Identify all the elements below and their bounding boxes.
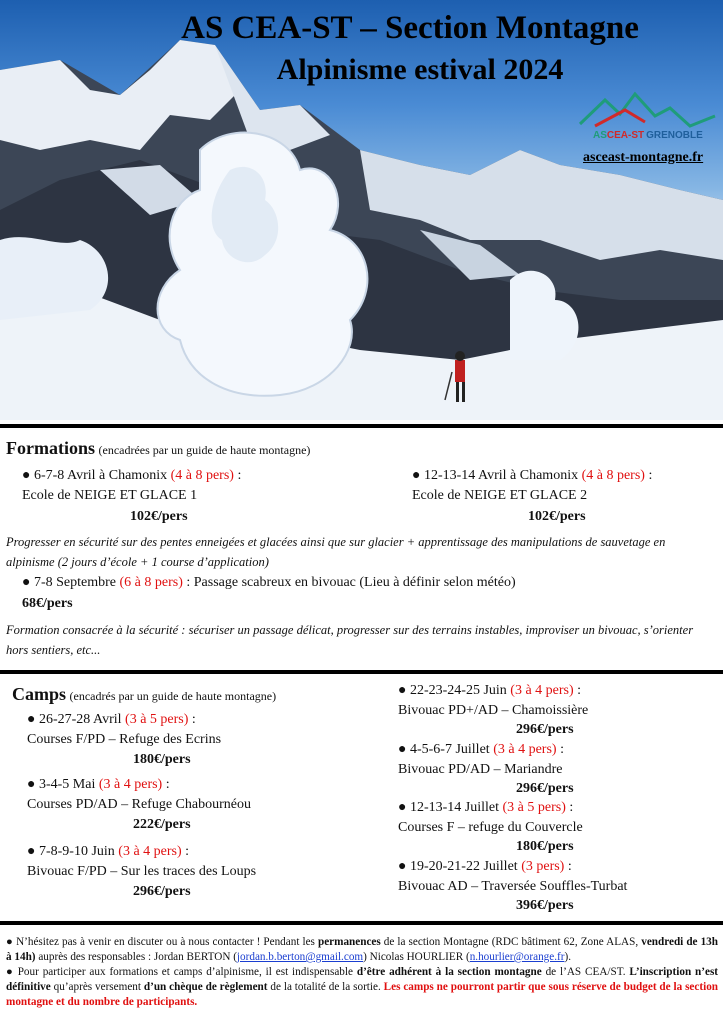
camp-price-1: 180€/pers — [133, 752, 191, 767]
formation-note-1: Progresser en sécurité sur des pentes enneigées et glacées ainsi que sur glacier + apprentissage des manipulations de sauvetage en alpinisme (2 jours d’école + 1 course d’application) — [6, 535, 666, 569]
camp-item-1: ● 26-27-28 Avril (3 à 5 pers) : Courses F/PD – Refuge des Ecrins — [27, 712, 222, 747]
formations-heading: Formations (encadrées par un guide de haute montagne) — [6, 438, 311, 458]
section-divider — [0, 921, 723, 925]
page-subtitle: Alpinisme estival 2024 — [276, 53, 564, 86]
club-logo — [575, 86, 720, 144]
camp-price-7: 396€/pers — [516, 898, 574, 913]
camp-price-5: 296€/pers — [516, 781, 574, 796]
footer-paragraph-contact: ● N’hésitez pas à venir en discuter ou à nous contacter ! Pendant les permanences de la section Montagne (RDC bâtiment 62, Zone ALAS, vendredi de 13h à 14h) auprès des responsables : Jordan BERTON (jordan.b.berton@gmail.com) Nicolas HOURLIER (n.hourlier@orange.fr). — [6, 936, 718, 963]
logo-text-ceast: CEA-ST — [606, 130, 645, 141]
page-title: AS CEA-ST – Section Montagne — [181, 10, 639, 46]
camp-price-3: 296€/pers — [133, 884, 191, 899]
camp-item-7: ● 19-20-21-22 Juillet (3 pers) : Bivouac AD – Traversée Souffles-Turbat — [398, 859, 628, 894]
logo-text-grenoble: GRENOBLE — [646, 130, 703, 141]
svg-text:ASCEA-STGRENOBLE — [593, 130, 703, 141]
formation-price-2: 102€/pers — [528, 509, 586, 524]
formation-note-2: Formation consacrée à la sécurité : sécuriser un passage délicat, progresser sur des terrains instables, improviser un bivouac, s’orienter hors sentiers, etc... — [6, 623, 694, 657]
footer-paragraph-inscription: ● Pour participer aux formations et camps d’alpinisme, il est indispensable d’être adhérent à la section montagne de l’AS CEA/ST. L’inscription n’est définitive qu’après versement d’un chèque de règlement de la totalité de la sortie. Les camps ne pourront partir que sous réserve de budget de la section montagne et du nombre de participants. — [6, 966, 719, 1008]
camp-price-4: 296€/pers — [516, 722, 574, 737]
formation-price-1: 102€/pers — [130, 509, 188, 524]
camp-item-5: ● 4-5-6-7 Juillet (3 à 4 pers) : Bivouac PD/AD – Mariandre — [398, 742, 564, 777]
camp-item-2: ● 3-4-5 Mai (3 à 4 pers) : Courses PD/AD – Refuge Chabournéou — [27, 777, 251, 812]
formation-item-3: ● 7-8 Septembre (6 à 8 pers) : Passage scabreux en bivouac (Lieu à définir selon météo) — [22, 575, 516, 590]
camp-item-3: ● 7-8-9-10 Juin (3 à 4 pers) : Bivouac F/PD – Sur les traces des Loups — [27, 844, 257, 879]
email-link-berton[interactable]: jordan.b.berton@gmail.com — [236, 951, 364, 963]
formation-item-2: ● 12-13-14 Avril à Chamonix (4 à 8 pers) : Ecole de NEIGE ET GLACE 2 — [412, 468, 653, 503]
email-link-hourlier[interactable]: n.hourlier@orange.fr — [469, 951, 565, 963]
camp-item-6: ● 12-13-14 Juillet (3 à 5 pers) : Courses F – refuge du Couvercle — [398, 800, 583, 835]
logo-text-as: AS — [593, 130, 607, 141]
footer-notes — [6, 935, 718, 1010]
formation-price-3: 68€/pers — [22, 596, 73, 611]
section-divider — [0, 424, 723, 428]
camps-heading: Camps (encadrés par un guide de haute montagne) — [12, 684, 277, 704]
formation-item-1: ● 6-7-8 Avril à Chamonix (4 à 8 pers) : Ecole de NEIGE ET GLACE 1 — [22, 468, 242, 503]
camp-price-6: 180€/pers — [516, 839, 574, 854]
website-link[interactable]: asceast-montagne.fr — [583, 150, 704, 165]
section-divider — [0, 670, 723, 674]
camp-item-4: ● 22-23-24-25 Juin (3 à 4 pers) : Bivouac PD+/AD – Chamoissière — [398, 683, 589, 718]
mountain-logo-icon — [575, 86, 720, 144]
camp-price-2: 222€/pers — [133, 817, 191, 832]
